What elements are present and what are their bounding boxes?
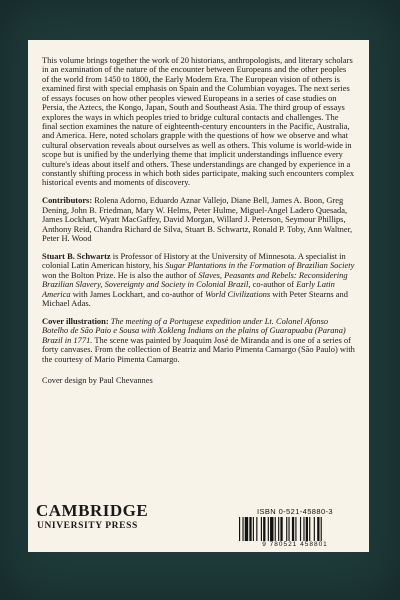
barcode-bar (253, 517, 254, 541)
barcode-bar (303, 517, 304, 541)
author-name: Stuart B. Schwartz (42, 251, 111, 262)
barcode-bar (306, 517, 308, 541)
barcode-bar (317, 517, 319, 541)
book-title-1: Sugar Plantations in the Formation of Brazilian Society (165, 260, 355, 271)
barcode-bar (292, 517, 294, 541)
book-title-4: World Civilizations (205, 288, 271, 299)
author-bio-text: is Professor of History at the University of Minnesota. A specialist in colonial Latin American history, his (42, 251, 346, 271)
cover-design-credit: Cover design by Paul Chevannes (42, 376, 153, 386)
publisher-name: CAMBRIDGE (36, 501, 149, 520)
cover-illustration-label: Cover illustration: (42, 316, 109, 327)
summary-paragraph: This volume brings together the work of 20 historians, anthropologists, and literary scholars in an examination of the nature of the encounter between Europeans and the other peoples of the world from 1450 to 1800, the Early Modern Era. The European vision of others is examined first with special emphasis on Spain and the Columbian voyages. The next series of essays focuses on how other peoples viewed Europeans in a series of case studies on Persia, the Aztecs, the Kongo, Japan, South and Southeast Asia. The third group of essays explores the ways in which peoples tried to bridge cultural contacts and challenges. The final section examines the nature of eighteenth-century encounters in the Pacific, Australia, and America. Here, noted scholars grapple with the questions of how we observe and what cultural observation reveals about ourselves as well as others. This volume is world-wide in scope but is unified by the underlying theme that implicit understandings influence every culture's ideas about itself and others. These understandings are changed by experience in a constantly shifting process in which both sides participate, making such encounters complex historical events and moments of discovery. (42, 55, 355, 188)
cover-illustration-text: The scene was painted by Joaquim José de Miranda and is one of a series of forty canvases. From the collection of Beatriz and Mario Pimenta Camargo (São Paulo) with the courtesy of Mario Pimenta Camargo. (42, 334, 355, 364)
barcode-bar (256, 517, 257, 541)
author-bio-text: won the Bolton Prize. He is also the author of (42, 269, 199, 280)
barcode-icon (239, 517, 351, 541)
author-bio-text: with Peter Stearns and Michael Adas. (42, 288, 348, 309)
barcode-bar (270, 517, 273, 541)
barcode-bar (278, 517, 279, 541)
barcode-bar (239, 517, 240, 541)
barcode-bar (288, 517, 289, 541)
barcode-digits: 9 780521 458801 (262, 541, 328, 549)
cover-illustration-title: The meeting of a Portugese expedition under Lt. Colonel Afonso Botelho de São Paio e Sousa with Xokleng Indians on the plains of Guarapuaba (Parana) Brazil in 1771. (42, 316, 346, 345)
barcode-bar (314, 517, 315, 541)
contributors-label: Contributors: (42, 195, 93, 206)
barcode-bar (309, 517, 310, 541)
barcode-bar (249, 517, 251, 541)
book-title-2: Slaves, Peasants and Rebels: Reconsidering Brazilian Slavery, Sovereignty and Society in Colonial Brazil (42, 269, 348, 290)
isbn-block (235, 507, 355, 549)
barcode-bar (245, 517, 248, 541)
author-bio-text: , co-author of (248, 279, 297, 290)
barcode-bar (286, 517, 287, 541)
publisher-logo (36, 502, 148, 532)
contributors-list: Rolena Adorno, Eduardo Aznar Vallejo, Diane Bell, James A. Boon, Greg Dening, John B. Friedman, Mary W. Helms, Peter Hulme, Miguel-Angel Ladero Quesada, James Lockhart, Wyatt MacGaffey, David Morgan, Willard J. Peterson, Seymour Phillips, Anthony Reid, Chandra Richard de Silva, Stuart B. Schwartz, Ronald P. Toby, Ann Waltner, Peter H. Wood (42, 195, 353, 244)
cover-illustration-paragraph (42, 317, 355, 364)
book-title-3: Early Latin America (42, 279, 335, 299)
barcode-bar (242, 517, 243, 541)
isbn-number: ISBN 0-521-45880-3 (257, 507, 333, 516)
author-bio-text: with James Lockhart, and co-author of (70, 288, 206, 299)
barcode-bar (268, 517, 269, 541)
barcode-bar (300, 517, 301, 541)
barcode-bar (295, 517, 296, 541)
author-bio-paragraph (42, 252, 355, 309)
barcode-bar (321, 517, 322, 541)
barcode-bar (263, 517, 265, 541)
barcode-bar (275, 517, 276, 541)
publisher-subname: UNIVERSITY PRESS (37, 520, 138, 531)
barcode-bar (261, 517, 262, 541)
barcode-bar (280, 517, 282, 541)
contributors-paragraph (42, 196, 355, 243)
text-panel (28, 40, 369, 552)
